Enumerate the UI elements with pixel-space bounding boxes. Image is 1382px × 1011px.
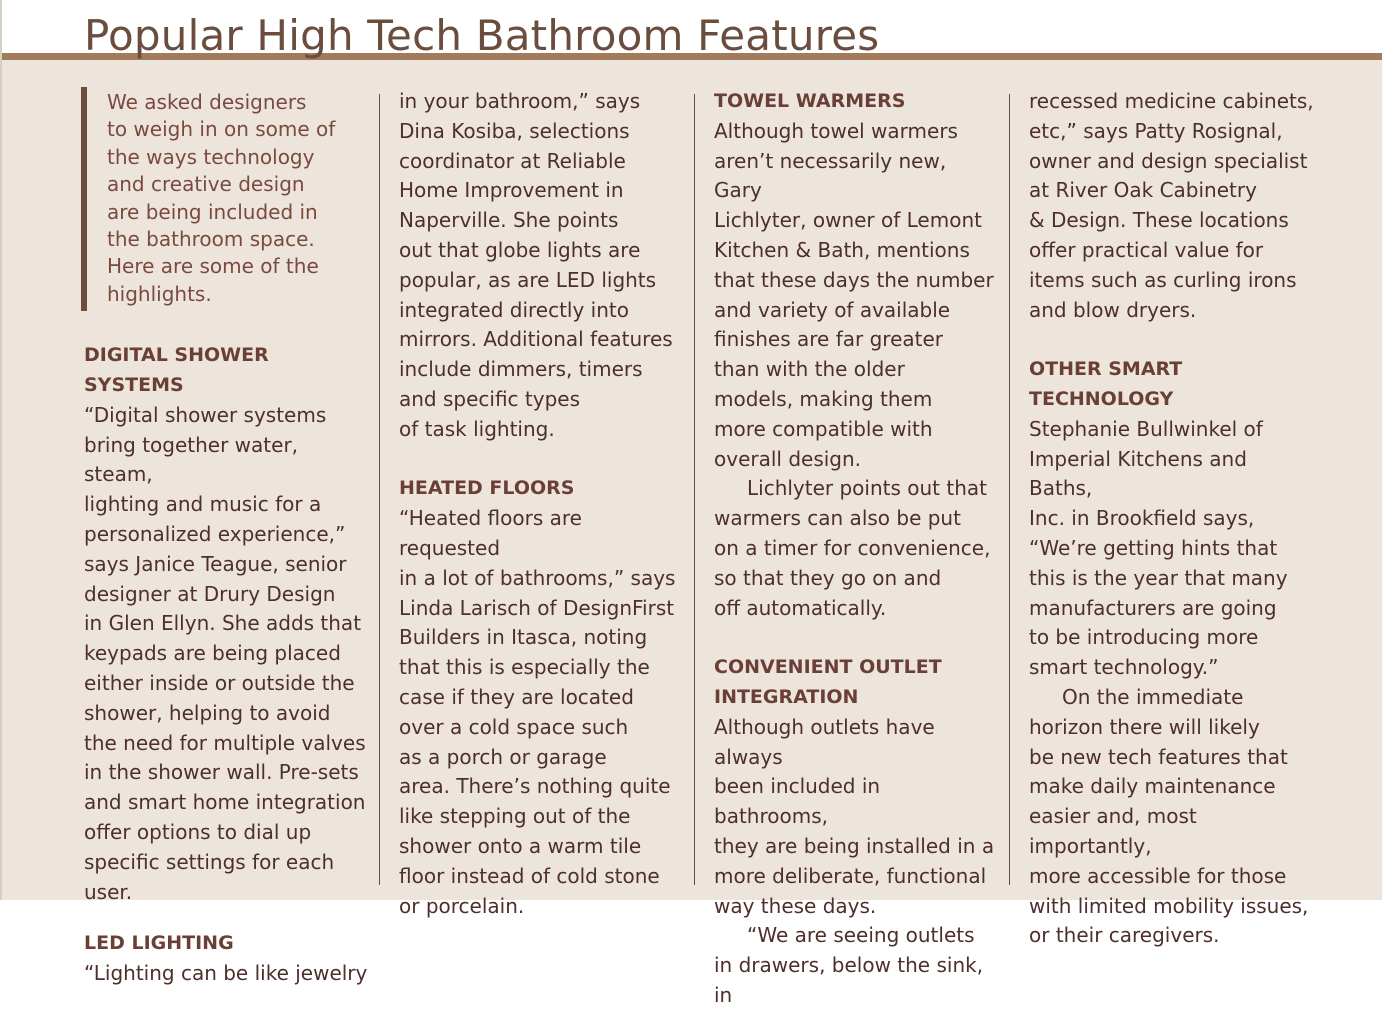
text-line: more accessible for those	[1029, 863, 1287, 888]
text-line: they are being installed in a	[714, 833, 995, 858]
text-line: Kitchen & Bath, mentions	[714, 237, 970, 262]
text-line: in the shower wall. Pre-sets	[84, 760, 359, 785]
column-divider	[694, 94, 695, 885]
text-line: out that globe lights are	[399, 237, 641, 262]
column-divider	[379, 94, 380, 885]
intro-line: are being included in	[107, 199, 318, 224]
text-line: aren’t necessarily new, Gary	[714, 148, 947, 203]
text-line: “We are seeing outlets	[747, 923, 975, 948]
column-4	[1029, 87, 1314, 951]
text-line: “Lighting can be like jewelry	[84, 961, 368, 986]
text-line: coordinator at Reliable	[399, 148, 626, 173]
text-line: Home Improvement in	[399, 178, 624, 203]
text-line: Dina Kosiba, selections	[399, 118, 630, 143]
text-line: manufacturers are going	[1029, 595, 1277, 620]
text-line: “Heated floors are requested	[399, 506, 582, 560]
text-line: offer options to dial up	[84, 820, 312, 844]
text-line: and variety of available	[714, 297, 951, 322]
column-2	[399, 87, 684, 921]
text-line: Lichlyter, owner of Lemont	[714, 208, 982, 233]
text-line: On the immediate	[1062, 684, 1244, 709]
text-line: owner and design specialist	[1029, 148, 1308, 173]
text-line: so that they go on and	[714, 565, 942, 590]
column-divider	[1009, 94, 1010, 885]
text-line: models, making them	[714, 386, 933, 411]
text-line: Linda Larisch of DesignFirst	[399, 595, 675, 620]
text-line: “Digital shower systems	[84, 402, 327, 427]
text-line: and smart home integration	[84, 790, 366, 815]
text-line: way these days.	[714, 893, 877, 918]
text-line: personalized experience,”	[84, 522, 346, 547]
text-line: recessed medicine cabinets,	[1029, 89, 1314, 113]
text-line: items such as curling irons	[1029, 267, 1297, 292]
section-heading-digital-shower: DIGITAL SHOWER SYSTEMS	[84, 344, 269, 397]
text-line: or porcelain.	[399, 893, 525, 918]
text-line: horizon there will likely	[1029, 714, 1260, 739]
text-line: the need for multiple valves	[84, 730, 366, 755]
text-line: and blow dryers.	[1029, 297, 1197, 322]
section-heading-towel-warmers: TOWEL WARMERS	[714, 90, 906, 112]
text-line: in a lot of bathrooms,” says	[399, 565, 676, 590]
text-line: with limited mobility issues,	[1029, 893, 1309, 918]
text-line: floor instead of cold stone	[399, 863, 660, 888]
text-line: include dimmers, timers	[399, 357, 643, 382]
text-line: & Design. These locations	[1029, 208, 1289, 233]
text-line: make daily maintenance	[1029, 774, 1276, 799]
text-line: Although towel warmers	[714, 118, 958, 143]
text-line: Naperville. She points	[399, 208, 619, 233]
text-line: overall design.	[714, 446, 862, 471]
text-line: in Glen Ellyn. She adds that	[84, 611, 362, 636]
text-line: keypads are being placed	[84, 641, 341, 666]
text-line: finishes are far greater	[714, 327, 943, 352]
intro-line: Here are some of the	[107, 254, 319, 279]
section-heading-outlet-integration-line2: INTEGRATION	[714, 685, 859, 708]
text-line: “We’re getting hints that	[1029, 535, 1278, 560]
text-line: shower, helping to avoid	[84, 700, 331, 725]
text-line: case if they are located	[399, 684, 634, 709]
text-line: specific settings for each user.	[84, 849, 335, 904]
text-line: to be introducing more	[1029, 625, 1259, 650]
column-3	[714, 87, 999, 1011]
intro-line: to weigh in on some of	[107, 117, 336, 142]
article-title: Popular High Tech Bathroom Features	[84, 11, 880, 60]
text-line: Lichlyter points out that	[747, 476, 987, 501]
text-line: Although outlets have always	[714, 714, 935, 769]
text-line: bring together water, steam,	[84, 432, 299, 487]
text-line: more deliberate, functional	[714, 863, 987, 888]
section-heading-other-smart-technology-line2: TECHNOLOGY	[1029, 387, 1174, 410]
text-line: that this is especially the	[399, 655, 650, 680]
text-line: Inc. in Brookfield says,	[1029, 506, 1255, 531]
text-line: or their caregivers.	[1029, 923, 1220, 948]
text-line: off automatically.	[714, 595, 887, 620]
intro-line: and creative design	[107, 172, 305, 197]
text-line: shower onto a warm tile	[399, 833, 642, 858]
text-line: area. There’s nothing quite	[399, 774, 671, 799]
text-line: integrated directly into	[399, 297, 629, 322]
section-heading-outlet-integration: CONVENIENT OUTLET	[714, 656, 942, 679]
column-1	[84, 87, 369, 989]
text-line: and specific types	[399, 386, 581, 411]
text-line: on a timer for convenience,	[714, 535, 991, 560]
text-line: mirrors. Additional features	[399, 327, 673, 352]
intro-line: We asked designers	[107, 90, 307, 114]
text-line: Imperial Kitchens and Baths,	[1029, 446, 1247, 501]
text-line: than with the older	[714, 357, 905, 382]
text-line: smart technology.”	[1029, 655, 1219, 680]
text-line: been included in bathrooms,	[714, 774, 881, 829]
text-line: in drawers, below the sink, in	[714, 953, 984, 1007]
text-line: as a porch or garage	[399, 744, 607, 769]
intro-pullquote	[81, 87, 369, 311]
text-line: Builders in Itasca, noting	[399, 625, 648, 650]
intro-line: highlights.	[107, 281, 212, 306]
text-line: over a cold space such	[399, 714, 629, 739]
section-heading-other-smart-technology: OTHER SMART	[1029, 358, 1183, 381]
text-line: like stepping out of the	[399, 804, 631, 829]
text-line: designer at Drury Design	[84, 581, 336, 606]
text-line: be new tech features that	[1029, 744, 1288, 769]
text-line: that these days the number	[714, 267, 994, 292]
text-line: in your bathroom,” says	[399, 89, 641, 113]
section-heading-heated-floors: HEATED FLOORS	[399, 477, 575, 500]
text-line: easier and, most importantly,	[1029, 804, 1197, 858]
intro-line: the ways technology	[107, 144, 315, 169]
intro-line: the bathroom space.	[107, 227, 315, 252]
text-line: popular, as are LED lights	[399, 267, 657, 292]
text-line: of task lighting.	[399, 416, 555, 441]
text-line: either inside or outside the	[84, 671, 355, 696]
text-line: Stephanie Bullwinkel of	[1029, 416, 1263, 441]
text-line: lighting and music for a	[84, 492, 322, 517]
text-line: says Janice Teague, senior	[84, 551, 347, 576]
text-line: warmers can also be put	[714, 506, 961, 531]
section-heading-led-lighting: LED LIGHTING	[84, 932, 234, 955]
text-line: at River Oak Cabinetry	[1029, 178, 1257, 203]
text-line: etc,” says Patty Rosignal,	[1029, 118, 1283, 143]
text-line: more compatible with	[714, 416, 933, 441]
text-line: this is the year that many	[1029, 565, 1288, 590]
text-line: offer practical value for	[1029, 237, 1264, 262]
